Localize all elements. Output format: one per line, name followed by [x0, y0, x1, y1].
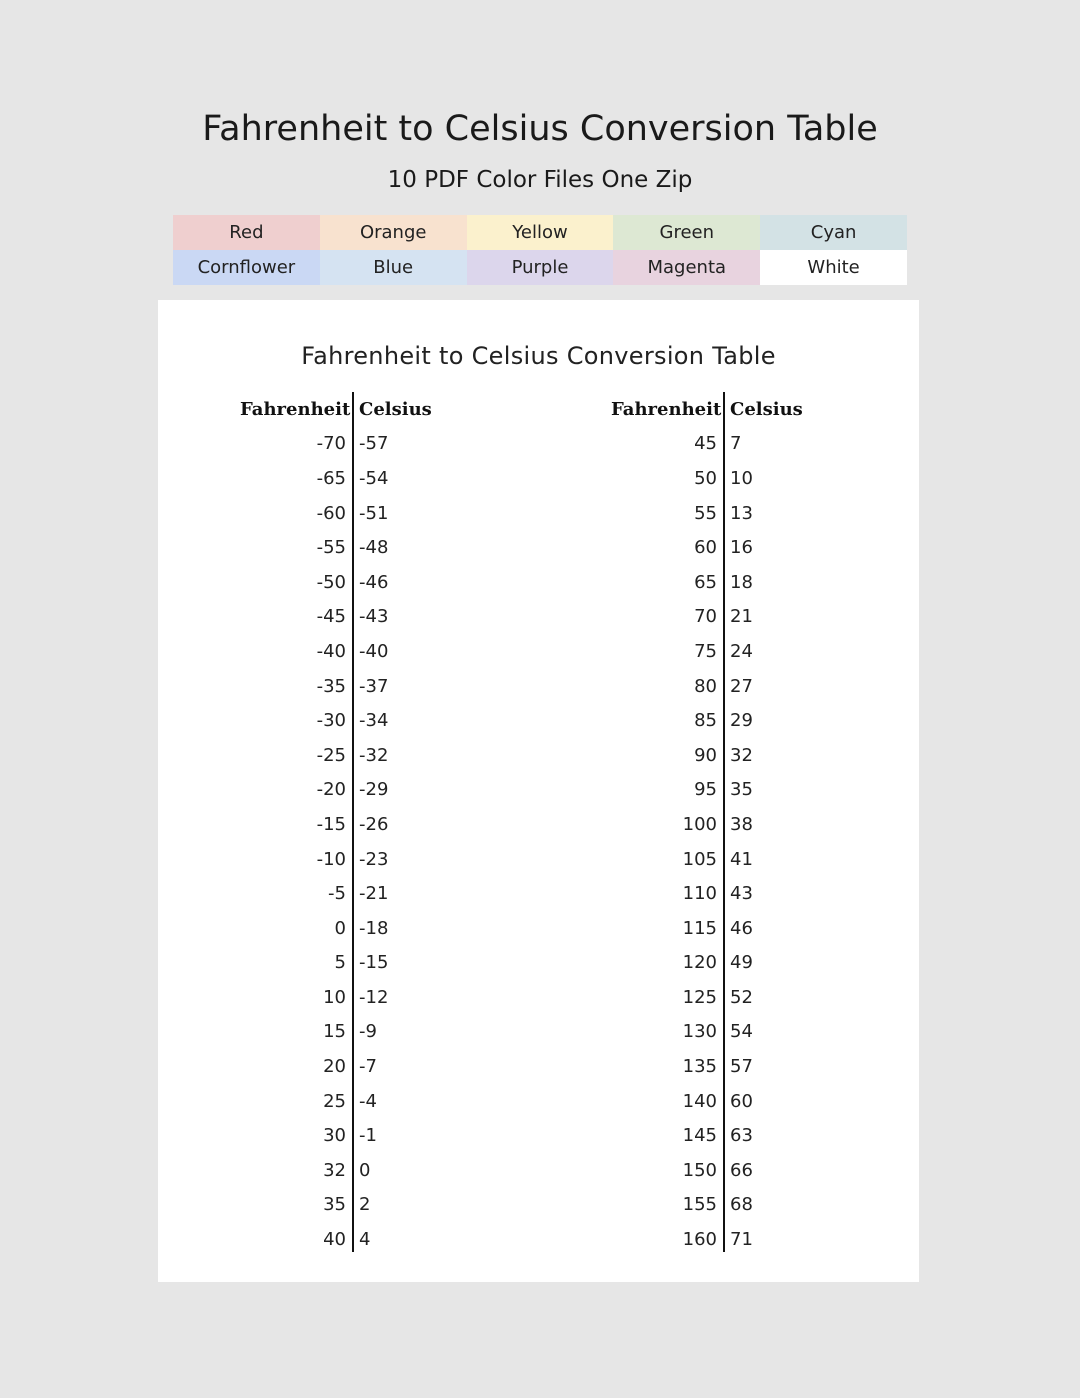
table-row — [611, 1084, 801, 1119]
fahrenheit-value: 135 — [682, 1056, 717, 1078]
celsius-value: 0 — [359, 1159, 371, 1181]
fahrenheit-value: 35 — [323, 1194, 346, 1216]
fahrenheit-value: 90 — [694, 744, 717, 766]
fahrenheit-value: 40 — [323, 1229, 346, 1251]
fahrenheit-value: 15 — [323, 1021, 346, 1043]
fahrenheit-value: 120 — [682, 952, 717, 974]
fahrenheit-value: 95 — [694, 779, 717, 801]
table-header-row — [240, 392, 430, 427]
celsius-value: 54 — [730, 1021, 753, 1043]
table-row — [240, 773, 430, 808]
fahrenheit-value: 30 — [323, 1125, 346, 1147]
celsius-value: -12 — [359, 986, 389, 1008]
table-row — [611, 773, 801, 808]
table-row — [611, 703, 801, 738]
celsius-value: -7 — [359, 1056, 377, 1078]
celsius-value: 18 — [730, 571, 753, 593]
fahrenheit-value: 140 — [682, 1090, 717, 1112]
table-row — [240, 703, 430, 738]
color-swatch-grid — [173, 215, 907, 285]
fahrenheit-value: 80 — [694, 675, 717, 697]
celsius-value: 60 — [730, 1090, 753, 1112]
table-row — [611, 565, 801, 600]
table-row — [240, 530, 430, 565]
celsius-value: 35 — [730, 779, 753, 801]
celsius-value: -57 — [359, 433, 389, 455]
celsius-value: -34 — [359, 710, 389, 732]
table-row — [240, 946, 430, 981]
fahrenheit-value: -45 — [316, 606, 346, 628]
fahrenheit-value: -55 — [316, 537, 346, 559]
celsius-value: 68 — [730, 1194, 753, 1216]
fahrenheit-value: 75 — [694, 640, 717, 662]
fahrenheit-value: 160 — [682, 1229, 717, 1251]
conversion-table-right — [611, 392, 801, 1257]
fahrenheit-value: 25 — [323, 1090, 346, 1112]
table-row — [611, 634, 801, 669]
fahrenheit-value: -25 — [316, 744, 346, 766]
celsius-value: -18 — [359, 917, 389, 939]
table-row — [611, 1188, 801, 1223]
fahrenheit-value: -30 — [316, 710, 346, 732]
swatch-orange: Orange — [320, 215, 467, 250]
celsius-value: 2 — [359, 1194, 371, 1216]
table-row — [240, 1153, 430, 1188]
celsius-value: -21 — [359, 883, 389, 905]
fahrenheit-value: -15 — [316, 813, 346, 835]
table-row — [240, 461, 430, 496]
table-row — [240, 738, 430, 773]
fahrenheit-value: -35 — [316, 675, 346, 697]
page-subtitle: 10 PDF Color Files One Zip — [387, 167, 693, 193]
fahrenheit-value: 145 — [682, 1125, 717, 1147]
conversion-card — [158, 300, 919, 1282]
celsius-header: Celsius — [730, 398, 803, 420]
table-row — [240, 427, 430, 462]
fahrenheit-value: -20 — [316, 779, 346, 801]
table-row — [611, 427, 801, 462]
fahrenheit-value: 130 — [682, 1021, 717, 1043]
fahrenheit-value: 5 — [334, 952, 346, 974]
celsius-value: -32 — [359, 744, 389, 766]
swatch-magenta: Magenta — [613, 250, 760, 285]
swatch-blue: Blue — [320, 250, 467, 285]
fahrenheit-value: 60 — [694, 537, 717, 559]
fahrenheit-value: 32 — [323, 1159, 346, 1181]
table-row — [611, 1118, 801, 1153]
table-row — [240, 496, 430, 531]
fahrenheit-value: 50 — [694, 467, 717, 489]
table-row — [611, 1015, 801, 1050]
celsius-value: 66 — [730, 1159, 753, 1181]
celsius-value: -1 — [359, 1125, 377, 1147]
celsius-value: 63 — [730, 1125, 753, 1147]
fahrenheit-value: 115 — [682, 917, 717, 939]
fahrenheit-value: 45 — [694, 433, 717, 455]
celsius-value: -40 — [359, 640, 389, 662]
celsius-value: 41 — [730, 848, 753, 870]
celsius-value: -15 — [359, 952, 389, 974]
celsius-value: -26 — [359, 813, 389, 835]
swatch-green: Green — [613, 215, 760, 250]
celsius-value: -43 — [359, 606, 389, 628]
table-row — [611, 1222, 801, 1257]
celsius-value: -23 — [359, 848, 389, 870]
table-row — [240, 980, 430, 1015]
page-title: Fahrenheit to Celsius Conversion Table — [202, 109, 878, 149]
celsius-value: 32 — [730, 744, 753, 766]
swatch-white: White — [760, 250, 907, 285]
celsius-value: 49 — [730, 952, 753, 974]
table-row — [611, 496, 801, 531]
celsius-value: 29 — [730, 710, 753, 732]
celsius-value: -4 — [359, 1090, 377, 1112]
table-row — [611, 842, 801, 877]
celsius-value: -54 — [359, 467, 389, 489]
fahrenheit-value: 65 — [694, 571, 717, 593]
fahrenheit-value: 0 — [334, 917, 346, 939]
celsius-value: 24 — [730, 640, 753, 662]
fahrenheit-value: 105 — [682, 848, 717, 870]
table-row — [240, 807, 430, 842]
celsius-value: 46 — [730, 917, 753, 939]
fahrenheit-value: -70 — [316, 433, 346, 455]
celsius-value: 52 — [730, 986, 753, 1008]
table-row — [240, 565, 430, 600]
table-row — [240, 876, 430, 911]
fahrenheit-value: 150 — [682, 1159, 717, 1181]
celsius-value: 10 — [730, 467, 753, 489]
fahrenheit-header: Fahrenheit — [240, 398, 351, 420]
swatch-yellow: Yellow — [467, 215, 614, 250]
fahrenheit-value: 125 — [682, 986, 717, 1008]
fahrenheit-value: -65 — [316, 467, 346, 489]
celsius-value: 71 — [730, 1229, 753, 1251]
swatch-cornflower: Cornflower — [173, 250, 320, 285]
celsius-value: 38 — [730, 813, 753, 835]
table-row — [611, 1049, 801, 1084]
fahrenheit-value: -50 — [316, 571, 346, 593]
fahrenheit-value: 10 — [323, 986, 346, 1008]
fahrenheit-value: -60 — [316, 502, 346, 524]
fahrenheit-value: 85 — [694, 710, 717, 732]
celsius-value: -46 — [359, 571, 389, 593]
table-row — [240, 1188, 430, 1223]
table-row — [611, 461, 801, 496]
celsius-value: 7 — [730, 433, 742, 455]
fahrenheit-header: Fahrenheit — [611, 398, 722, 420]
celsius-value: 27 — [730, 675, 753, 697]
table-row — [240, 634, 430, 669]
celsius-value: 43 — [730, 883, 753, 905]
fahrenheit-value: 110 — [682, 883, 717, 905]
celsius-value: 13 — [730, 502, 753, 524]
table-row — [611, 946, 801, 981]
table-row — [611, 876, 801, 911]
fahrenheit-value: -10 — [316, 848, 346, 870]
celsius-value: -29 — [359, 779, 389, 801]
fahrenheit-value: 100 — [682, 813, 717, 835]
conversion-table-left — [240, 392, 430, 1257]
table-row — [240, 1015, 430, 1050]
fahrenheit-value: -5 — [328, 883, 346, 905]
table-row — [611, 911, 801, 946]
celsius-value: -48 — [359, 537, 389, 559]
table-row — [240, 1118, 430, 1153]
table-row — [611, 807, 801, 842]
table-row — [611, 669, 801, 704]
table-row — [611, 738, 801, 773]
table-row — [611, 600, 801, 635]
fahrenheit-value: 70 — [694, 606, 717, 628]
card-title: Fahrenheit to Celsius Conversion Table — [301, 342, 776, 370]
celsius-value: 4 — [359, 1229, 371, 1251]
table-row — [240, 1084, 430, 1119]
table-row — [240, 600, 430, 635]
fahrenheit-value: 55 — [694, 502, 717, 524]
swatch-cyan: Cyan — [760, 215, 907, 250]
fahrenheit-value: 20 — [323, 1056, 346, 1078]
celsius-value: -37 — [359, 675, 389, 697]
fahrenheit-value: -40 — [316, 640, 346, 662]
table-row — [240, 1222, 430, 1257]
swatch-purple: Purple — [467, 250, 614, 285]
celsius-value: -9 — [359, 1021, 377, 1043]
celsius-header: Celsius — [359, 398, 432, 420]
celsius-value: 21 — [730, 606, 753, 628]
table-row — [611, 1153, 801, 1188]
table-row — [611, 980, 801, 1015]
table-row — [240, 669, 430, 704]
fahrenheit-value: 155 — [682, 1194, 717, 1216]
celsius-value: 16 — [730, 537, 753, 559]
table-header-row — [611, 392, 801, 427]
celsius-value: 57 — [730, 1056, 753, 1078]
celsius-value: -51 — [359, 502, 389, 524]
table-row — [240, 842, 430, 877]
swatch-red: Red — [173, 215, 320, 250]
table-row — [240, 1049, 430, 1084]
table-row — [611, 530, 801, 565]
table-row — [240, 911, 430, 946]
